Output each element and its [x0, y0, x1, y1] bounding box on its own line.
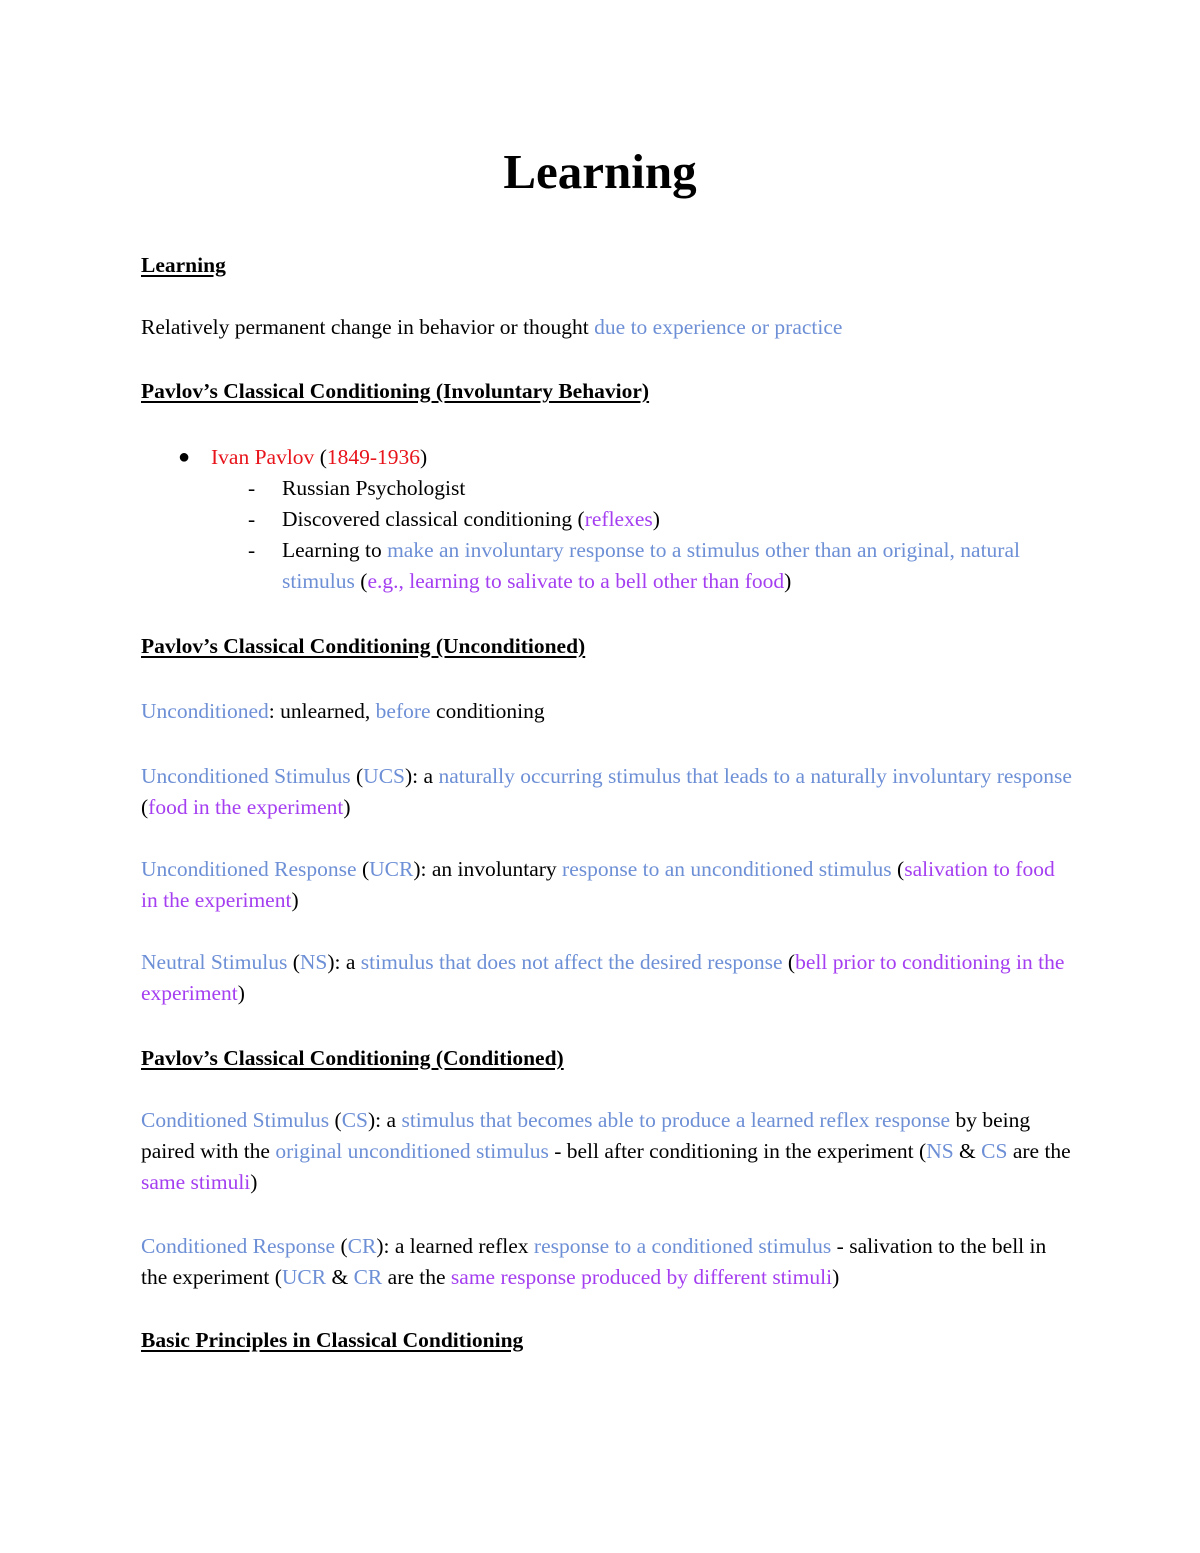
text-run-blue: NS — [926, 1139, 954, 1163]
text-run-black: ) — [250, 1170, 258, 1194]
cs-definition — [141, 1105, 1076, 1198]
text-run-black: are the — [382, 1265, 451, 1289]
ucs-definition — [141, 761, 1076, 823]
text-run-black: ): a — [327, 950, 361, 974]
text-run-blue: due to experience or practice — [594, 315, 843, 339]
text-run-black: ) — [832, 1265, 840, 1289]
learning-definition — [141, 312, 1076, 343]
text-run-black: ( — [891, 857, 905, 881]
section-heading-learning: Learning — [141, 253, 226, 277]
text-run-black: ) — [237, 981, 245, 1005]
text-run-red: 1849-1936 — [326, 445, 421, 469]
text-run-blue: make an involuntary response to a stimulus other than an original, natural stimulus — [282, 538, 1020, 593]
text-run-purple: reflexes — [584, 507, 653, 531]
text-run-blue: stimulus that does not affect the desired response — [360, 950, 783, 974]
text-run-black: ) — [784, 569, 792, 593]
text-run-black: ) — [291, 888, 299, 912]
dash-marker-icon: - — [248, 507, 256, 531]
text-run-black: ( — [287, 950, 300, 974]
text-run-purple: food in the experiment — [148, 795, 344, 819]
unconditioned-definition — [141, 696, 1076, 727]
text-run-blue: Unconditioned Stimulus — [141, 764, 351, 788]
text-run-black: ): a — [368, 1108, 402, 1132]
text-run-purple: same stimuli — [141, 1170, 251, 1194]
dash-marker-icon: - — [248, 538, 256, 562]
text-run-blue: UCS — [363, 764, 405, 788]
text-run-blue: Unconditioned Response — [141, 857, 357, 881]
text-run-black: Russian Psychologist — [282, 476, 466, 500]
text-run-blue: response to an unconditioned stimulus — [562, 857, 892, 881]
text-run-black: Learning to — [282, 538, 388, 562]
section-heading-basic-principles: Basic Principles in Classical Conditioning — [141, 1328, 524, 1352]
text-run-blue: Neutral Stimulus — [141, 950, 288, 974]
sub-item-text — [282, 504, 1042, 535]
text-run-black: ( — [141, 795, 149, 819]
text-run-black: ( — [329, 1108, 342, 1132]
text-run-blue: CR — [347, 1234, 377, 1258]
text-run-black: conditioning — [430, 699, 545, 723]
text-run-purple: bell prior to conditioning in the experiment — [141, 950, 1065, 1005]
text-run-black: ) — [652, 507, 660, 531]
text-run-black: & — [326, 1265, 354, 1289]
text-run-black: ( — [782, 950, 796, 974]
sub-item-text — [282, 535, 1042, 597]
text-run-black: ): a — [405, 764, 439, 788]
text-run-purple: salivation to food in the experiment — [141, 857, 1055, 912]
text-run-blue: UCR — [369, 857, 414, 881]
sub-item-text — [282, 473, 1042, 504]
text-run-blue: CS — [981, 1139, 1008, 1163]
text-run-blue: before — [375, 699, 431, 723]
text-run-blue: original unconditioned stimulus — [275, 1139, 549, 1163]
text-run-blue: Unconditioned — [141, 699, 269, 723]
text-run-blue: CR — [353, 1265, 383, 1289]
text-run-black: ): an involuntary — [413, 857, 563, 881]
text-run-blue: Conditioned Response — [141, 1234, 336, 1258]
text-run-black: ( — [314, 445, 327, 469]
page-title: Learning — [503, 144, 697, 199]
text-run-black: : unlearned, — [268, 699, 376, 723]
text-run-black: Discovered classical conditioning ( — [282, 507, 585, 531]
text-run-black: ) — [420, 445, 428, 469]
text-run-black: ( — [354, 569, 368, 593]
text-run-blue: UCR — [281, 1265, 327, 1289]
section-heading-unconditioned: Pavlov’s Classical Conditioning (Unconditioned) — [141, 634, 586, 658]
text-run-black: Relatively permanent change in behavior or thought — [141, 315, 595, 339]
text-run-black: - salivation to the bell in the experiment ( — [141, 1234, 1047, 1289]
text-run-blue: CS — [341, 1108, 369, 1132]
text-run-black: ( — [335, 1234, 348, 1258]
text-run-black: ( — [350, 764, 364, 788]
text-run-red: Ivan Pavlov — [211, 445, 315, 469]
text-run-black: & — [953, 1139, 982, 1163]
text-run-black: ) — [343, 795, 351, 819]
text-run-purple: e.g., learning to salivate to a bell other than food — [367, 569, 785, 593]
text-run-blue: response to a conditioned stimulus — [533, 1234, 832, 1258]
text-run-black: are the — [1007, 1139, 1071, 1163]
text-run-blue: naturally occurring stimulus that leads to a naturally involuntary response — [438, 764, 1072, 788]
bullet-text — [211, 442, 427, 473]
text-run-black: by being paired with the — [141, 1108, 1031, 1163]
ns-definition — [141, 947, 1076, 1009]
text-run-black: - bell after conditioning in the experiment ( — [548, 1139, 927, 1163]
section-heading-involuntary: Pavlov’s Classical Conditioning (Involuntary Behavior) — [141, 379, 650, 403]
text-run-blue: NS — [299, 950, 328, 974]
text-run-black: ): a learned reflex — [376, 1234, 534, 1258]
bullet-dot-icon: ● — [178, 446, 191, 468]
cr-definition — [141, 1231, 1076, 1293]
text-run-blue: stimulus that becomes able to produce a learned reflex response — [401, 1108, 951, 1132]
ucr-definition — [141, 854, 1076, 916]
text-run-blue: Conditioned Stimulus — [141, 1108, 330, 1132]
text-run-purple: same response produced by different stimuli — [450, 1265, 833, 1289]
dash-marker-icon: - — [248, 476, 256, 500]
text-run-black: ( — [356, 857, 370, 881]
section-heading-conditioned: Pavlov’s Classical Conditioning (Conditioned) — [141, 1046, 564, 1070]
